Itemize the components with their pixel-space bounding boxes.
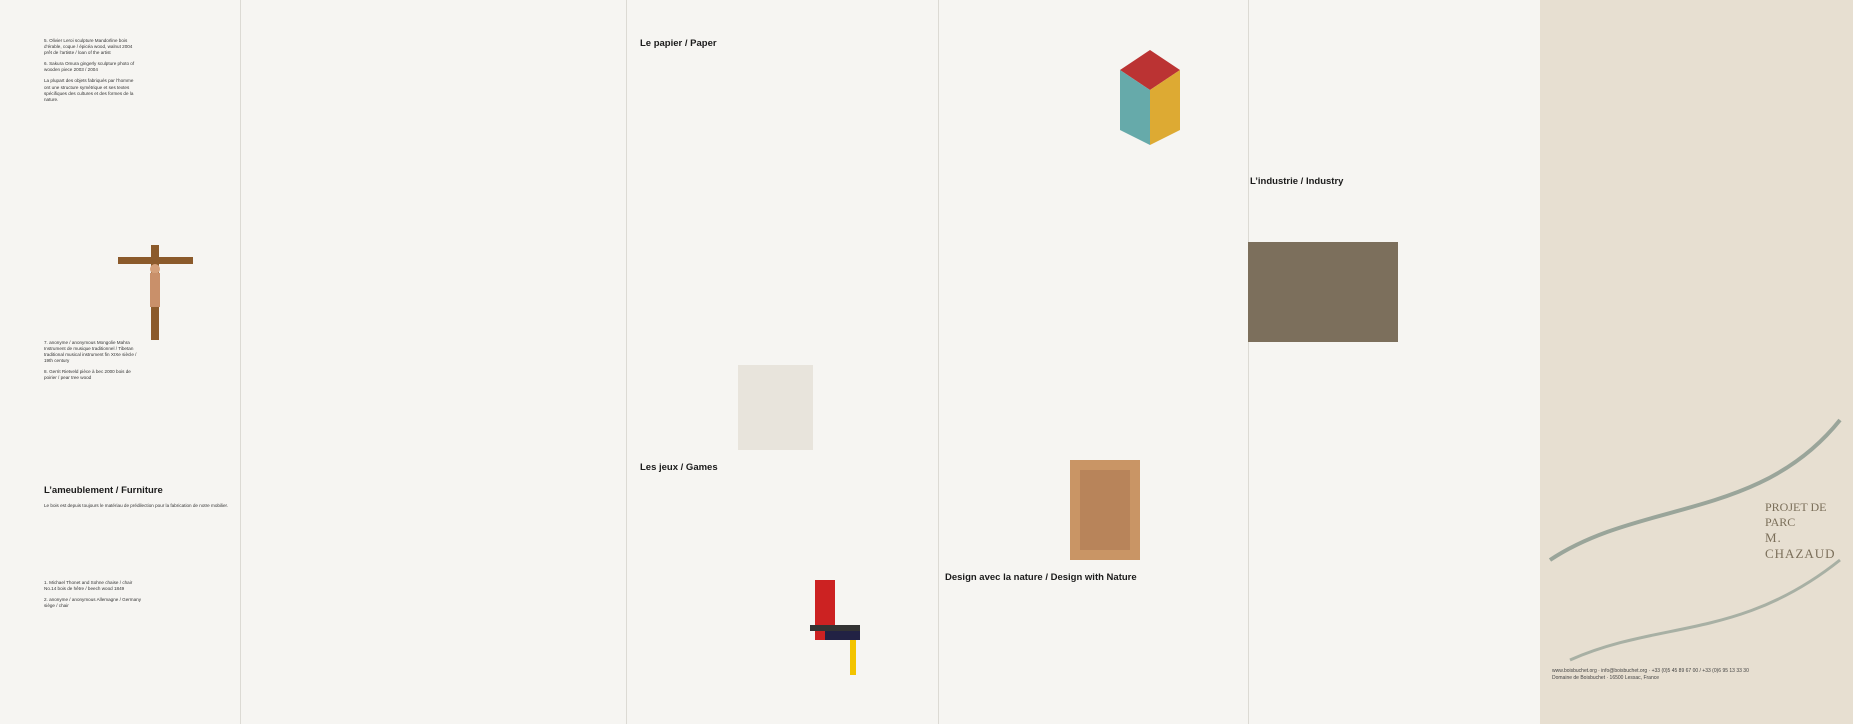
column-1	[44, 38, 140, 108]
footer-contact: www.boisbuchet.org · info@boisbuchet.org · +33 (0)5 45 89 67 00 / +33 (0)6 95 13 33 30	[1552, 668, 1749, 674]
fold-line	[240, 0, 241, 724]
section-heading: L’industrie / Industry	[1250, 176, 1344, 187]
games-section	[640, 462, 920, 480]
section-heading: L’ameublement / Furniture	[44, 485, 163, 496]
item-2: 2. anonyme / anonymous Allemagne / Germany siège / chair	[44, 597, 142, 609]
map-subtitle: M. CHAZAUD	[1765, 530, 1836, 561]
wood-chunk-image	[1248, 242, 1398, 342]
industry-section	[1250, 176, 1540, 194]
fold-line	[938, 0, 939, 724]
model-house-image	[1090, 50, 1195, 175]
item-6: 6. Sakura Omura gingerly sculpture photo of wooden piece 2003 / 2004	[44, 61, 135, 73]
nature-section	[945, 572, 1225, 590]
footer	[1552, 668, 1842, 682]
map-panel	[1540, 0, 1853, 724]
map-title: PROJET DE PARC	[1765, 500, 1827, 529]
fold-line	[1248, 0, 1249, 724]
furniture-list	[44, 580, 144, 614]
section-heading: Les jeux / Games	[640, 462, 718, 473]
paragraph: La plupart des objets fabriqués par l’homme ont une structure symétrique et ses textes spécifiques des cultures et des formes de la nature.	[44, 78, 134, 102]
item-1: 1. Michael Thonet and Sohne chaise / chair No.14 bois de hêtre / beech wood 1849	[44, 580, 133, 592]
furniture-intro: Le bois est depuis toujours le matériau de prédilection pour la fabrication de notre mobilier.	[44, 503, 229, 508]
paper-section	[640, 38, 920, 56]
column-1-lower	[44, 340, 140, 387]
section-heading: Le papier / Paper	[640, 38, 717, 49]
furniture-section	[44, 485, 604, 514]
carved-block-image	[1060, 440, 1150, 580]
fold-line	[626, 0, 627, 724]
red-blue-chair-image	[805, 570, 865, 680]
crucifix-image	[118, 245, 193, 340]
item-7: 7. anonyme / anonymous Mongolie Mahra Instrument de musique traditionnel / Tibetan traditional musical instrument fin XIXe siècle / 19th century	[44, 340, 137, 364]
footer-address: Domaine de Boisbuchet · 16500 Lessac, France	[1552, 675, 1660, 681]
item-5: 5. Olivier Leroi sculpture Mandorline bois d’érable, coque / épicéa wood, walnut 2004 prêt de l’artiste / loan of the artist	[44, 38, 133, 56]
section-heading: Design avec la nature / Design with Nature	[945, 572, 1137, 583]
chair-image	[738, 365, 813, 450]
item-8: 8. Gerrit Rietveld pièce à bec 2000 bois de poirier / pear tree wood	[44, 369, 131, 381]
